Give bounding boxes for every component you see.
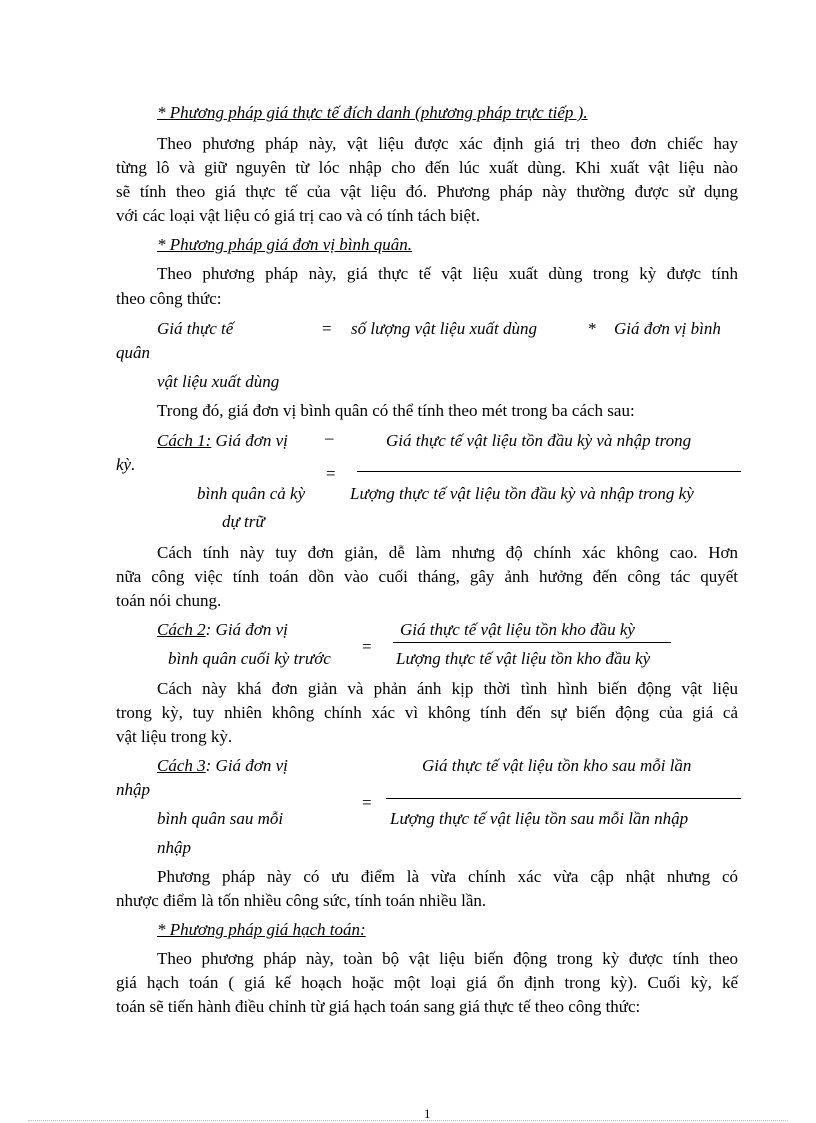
paragraph-line: Theo phương pháp này, giá thực tế vật liệu xuất dùng trong kỳ được tính [157, 264, 738, 283]
method-1-fraction-bar [357, 471, 741, 472]
formula-unit-price-cont: quân [116, 343, 150, 362]
method-1-dash: – [325, 428, 334, 447]
method-3-label: Cách 3 [157, 756, 206, 775]
method-1-numerator: Giá thực tế vật liệu tồn đầu kỳ và nhập trong [386, 431, 692, 450]
method-1-denominator: Lượng thực tế vật liệu tồn đầu kỳ và nhập trong kỳ [350, 484, 694, 503]
formula-lhs-sub: vật liệu xuất dùng [157, 372, 280, 391]
method-3-lhs [157, 756, 288, 776]
method-3-numerator: Giá thực tế vật liệu tồn kho sau mỗi lần [422, 756, 692, 775]
section-heading-accounting-price: * Phương pháp giá hạch toán: [157, 920, 366, 939]
method-3-lhs-line3: nhập [157, 838, 191, 857]
formula-unit-price: Giá đơn vị bình [614, 319, 721, 338]
footer-divider [28, 1120, 788, 1121]
paragraph-line: nữa công việc tính toán dồn vào cuối tháng, gây ảnh hưởng đến công tác quyết [116, 567, 738, 586]
method-1-lhs-line3: dự trữ [222, 512, 265, 531]
method-3-lhs-line2: bình quân sau mỗi [157, 809, 284, 828]
method-2-fraction-bar [393, 642, 671, 643]
paragraph-line: Phương pháp này có ưu điểm là vừa chính xác vừa cập nhật nhưng có [157, 867, 738, 886]
paragraph-line: với các loại vật liệu có giá trị cao và có tính tách biệt. [116, 206, 480, 225]
paragraph-line: trong kỳ, tuy nhiên không chính xác vì không tính đến sự biến động của giá cả [116, 703, 738, 722]
paragraph-line: Cách tính này tuy đơn giản, dễ làm nhưng độ chính xác không cao. Hơn [157, 543, 738, 562]
method-1-numerator-cont: kỳ. [116, 455, 136, 474]
method-2-equals: = [362, 637, 372, 656]
paragraph-line: Theo phương pháp này, vật liệu được xác định giá trị theo đơn chiếc hay [157, 134, 738, 153]
method-1-lhs [157, 431, 288, 451]
paragraph-line: theo công thức: [116, 289, 222, 308]
method-1-label: Cách 1: [157, 431, 212, 450]
paragraph-line: giá hạch toán ( giá kế hoạch hoặc một loại giá ổn định trong kỳ). Cuối kỳ, kế [116, 973, 738, 992]
method-3-denominator: Lượng thực tế vật liệu tồn sau mỗi lần nhập [390, 809, 689, 828]
method-1-lhs-text: Giá đơn vị [215, 431, 288, 450]
page-number: 1 [424, 1106, 431, 1121]
section-heading-average-price: * Phương pháp giá đơn vị bình quân. [157, 235, 413, 254]
paragraph-line: toán nói chung. [116, 591, 222, 610]
formula-lhs: Giá thực tế [157, 319, 234, 338]
paragraph-line: Cách này khá đơn giản và phản ánh kịp thời tình hình biến động vật liệu [157, 679, 738, 698]
paragraph-line: nhược điểm là tốn nhiều công sức, tính toán nhiều lần. [116, 891, 487, 910]
method-2-denominator: Lượng thực tế vật liệu tồn kho đầu kỳ [396, 649, 651, 668]
paragraph-line: Trong đó, giá đơn vị bình quân có thể tính theo mét trong ba cách sau: [157, 401, 635, 420]
paragraph-line: toán sẽ tiến hành điều chỉnh từ giá hạch toán sang giá thực tế theo công thức: [116, 997, 641, 1016]
formula-quantity: số lượng vật liệu xuất dùng [351, 319, 537, 338]
paragraph-line: Theo phương pháp này, toàn bộ vật liệu biến động trong kỳ được tính theo [157, 949, 738, 968]
paragraph-line: từng lô và giữ nguyên từ lóc nhập cho đến lúc xuất dùng. Khi xuất vật liệu nào [116, 158, 738, 177]
paragraph-line: sẽ tính theo giá thực tế của vật liệu đó. Phương pháp này thường được sử dụng [116, 182, 738, 201]
section-heading-specific-identification: * Phương pháp giá thực tế đích danh (phương pháp trực tiếp ). [157, 103, 588, 122]
method-2-lhs-line2: bình quân cuối kỳ trước [168, 649, 331, 668]
method-1-lhs-line2: bình quân cả kỳ [197, 484, 306, 503]
method-2-lhs [157, 620, 288, 640]
method-3-lhs-text: : Giá đơn vị [205, 756, 288, 775]
method-2-label: Cách 2 [157, 620, 206, 639]
method-2-numerator: Giá thực tế vật liệu tồn kho đầu kỳ [400, 620, 635, 639]
method-3-equals: = [362, 793, 372, 812]
method-3-fraction-bar [386, 798, 741, 799]
formula-equals: = [322, 319, 332, 338]
formula-multiply: * [588, 319, 597, 338]
paragraph-line: vật liệu trong kỳ. [116, 727, 233, 746]
method-2-lhs-text: : Giá đơn vị [205, 620, 288, 639]
method-3-numerator-cont: nhập [116, 780, 150, 799]
method-1-equals: = [326, 464, 336, 483]
